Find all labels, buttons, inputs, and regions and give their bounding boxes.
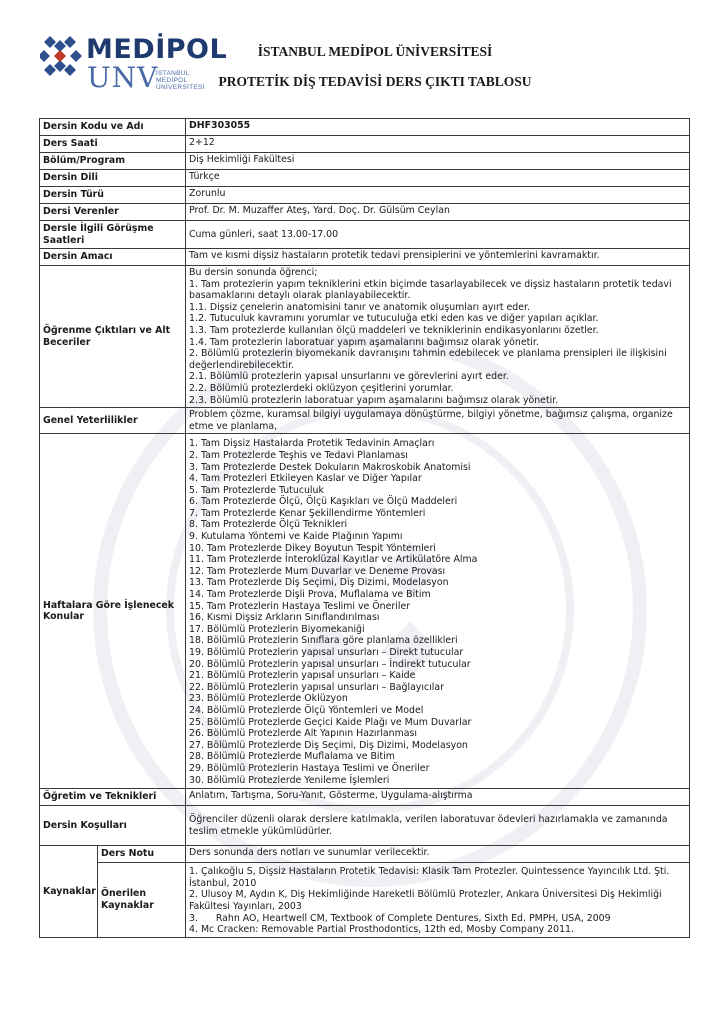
table-row: [40, 221, 690, 249]
topic-item: 29. Bölümlü Protezlerin Hastaya Teslimi ve Öneriler: [189, 762, 430, 774]
outcome-line: 2. Bölümlü protezlerin biyomekanik davranışını tahmin edebilecek ve planlama prensipleri ile ilişkisini değerlendirebilecektir.: [189, 348, 667, 371]
topic-item: 26. Bölümlü Protezlerde Alt Yapının Hazırlanması: [189, 728, 417, 740]
topic-item: 9. Kutulama Yöntemi ve Kaide Plağının Yapımı: [189, 531, 403, 543]
outcome-line: 2.1. Bölümlü protezlerin yapısal unsurlarını ve görevlerini ayırt eder.: [189, 371, 509, 383]
course-language: Türkçe: [186, 170, 690, 187]
table-row: [40, 863, 690, 938]
topic-item: 22. Bölümlü Protezlerin yapısal unsurları – Bağlayıcılar: [189, 681, 444, 693]
topic-item: 4. Tam Protezleri Etkileyen Kaslar ve Diğer Yapılar: [189, 473, 422, 485]
table-row: [40, 136, 690, 153]
table-row: [40, 204, 690, 221]
row-label: Dersi Verenler: [40, 204, 186, 221]
row-label: Kaynaklar: [40, 846, 98, 938]
topic-item: 3. Tam Protezlerde Destek Dokuların Makroskobik Anatomisi: [189, 461, 471, 473]
learning-outcomes: [186, 266, 690, 408]
row-label: Dersin Türü: [40, 187, 186, 204]
logo-wordmark: MEDİPOL: [86, 34, 228, 65]
table-row: [40, 249, 690, 266]
course-notes: Ders sonunda ders notları ve sunumlar verilecektir.: [186, 846, 690, 863]
topic-item: 21. Bölümlü Protezlerin yapısal unsurları – Kaide: [189, 670, 416, 682]
topic-item: 15. Tam Protezlerin Hastaya Teslimi ve Öneriler: [189, 600, 411, 612]
row-label: Ders Saati: [40, 136, 186, 153]
table-row: [40, 266, 690, 408]
row-sublabel: Ders Notu: [98, 846, 186, 863]
logo-unv: UNV: [87, 61, 159, 94]
table-row: [40, 119, 690, 136]
topic-item: 27. Bölümlü Protezlerde Diş Seçimi, Diş Dizimi, Modelasyon: [189, 739, 468, 751]
topic-item: 28. Bölümlü Protezlerde Muflalama ve Bitim: [189, 751, 395, 763]
outcome-line: 1.1. Dişsiz çenelerin anatomisini tanır ve anatomik oluşumları ayırt eder.: [189, 301, 530, 313]
topic-item: 30. Bölümlü Protezlerde Yenileme İşlemleri: [189, 774, 390, 786]
topic-item: 1. Tam Dişsiz Hastalarda Protetik Tedavinin Amaçları: [189, 438, 435, 450]
row-label: Genel Yeterlilikler: [40, 408, 186, 434]
row-label: Dersin Amacı: [40, 249, 186, 266]
topic-item: 2. Tam Protezlerde Teşhis ve Tedavi Planlaması: [189, 449, 408, 461]
course-instructors: Prof. Dr. M. Muzaffer Ateş, Yard. Doç. Dr. Gülsüm Ceylan: [186, 204, 690, 221]
course-aim: Tam ve kısmi dişsiz hastaların protetik tedavi prensiplerini ve yöntemlerini kavramaktır.: [186, 249, 690, 266]
row-sublabel: Önerilen Kaynaklar: [98, 863, 186, 938]
row-label: Bölüm/Program: [40, 153, 186, 170]
topic-item: 6. Tam Protezlerde Ölçü, Ölçü Kaşıkları ve Ölçü Maddeleri: [189, 496, 458, 508]
topic-item: 13. Tam Protezlerde Diş Seçimi, Diş Dizimi, Modelasyon: [189, 577, 449, 589]
topic-item: 11. Tam Protezlerde İnteroklüzal Kayıtlar ve Artikülatöre Alma: [189, 554, 478, 566]
recommended-resources: [186, 863, 690, 938]
topic-item: 17. Bölümlü Protezlerin Biyomekaniği: [189, 623, 365, 635]
resource-item: 1. Çalıkoğlu S, Dişsiz Hastaların Protetik Tedavisi: Klasik Tam Protezler. Quintessence Yayıncılık Ltd. Şti. İstanbul, 2010: [189, 866, 670, 889]
topic-item: 24. Bölümlü Protezlerde Ölçü Yöntemleri ve Model: [189, 704, 424, 716]
topic-item: 10. Tam Protezlerde Dikey Boyutun Tespit Yöntemleri: [189, 542, 436, 554]
course-hours: 2+12: [186, 136, 690, 153]
table-row: [40, 846, 690, 863]
row-label: Dersin Kodu ve Adı: [40, 119, 186, 136]
medipol-logo-icon: [40, 36, 82, 78]
row-label: Haftalara Göre İşlenecek Konular: [40, 434, 186, 789]
course-type: Zorunlu: [186, 187, 690, 204]
topic-item: 23. Bölümlü Protezlerde Oklüzyon: [189, 693, 348, 705]
table-row: [40, 170, 690, 187]
topic-item: 25. Bölümlü Protezlerde Geçici Kaide Plağı ve Mum Duvarlar: [189, 716, 472, 728]
course-program: Diş Hekimliği Fakültesi: [186, 153, 690, 170]
topic-item: 20. Bölümlü Protezlerin yapısal unsurları – İndirekt tutucular: [189, 658, 471, 670]
course-code: DHF303055: [186, 119, 690, 136]
teaching-methods: Anlatım, Tartışma, Soru-Yanıt, Gösterme, Uygulama-alıştırma: [186, 789, 690, 806]
outcome-line: 2.2. Bölümlü protezlerdeki oklüzyon çeşitlerini yorumlar.: [189, 382, 454, 394]
topic-item: 8. Tam Protezlerde Ölçü Teknikleri: [189, 519, 348, 531]
outcome-line: 1. Tam protezlerin yapım tekniklerini etkin biçimde tasarlayabilecek ve dişsiz hastaların protetik tedavi basamaklarını detaylı olarak planlayabilecektir.: [189, 278, 672, 302]
table-row: [40, 153, 690, 170]
topic-item: 19. Bölümlü Protezlerin yapısal unsurları – Direkt tutucular: [189, 647, 464, 658]
topic-item: 7. Tam Protezlerde Kenar Şekillendirme Yöntemleri: [189, 507, 426, 519]
table-row: [40, 806, 690, 846]
topics-list: [189, 438, 686, 786]
logo-subtext: İSTANBUL MEDİPOL ÜNİVERSİTESİ: [156, 70, 205, 91]
medipol-logo: [40, 34, 228, 94]
table-row: [40, 434, 690, 789]
document-title: İSTANBUL MEDİPOL ÜNİVERSİTESİ: [257, 44, 493, 59]
outcome-line: 1.4. Tam protezlerin laboratuar yapım aşamalarını bağımsız olarak yönetir.: [189, 336, 539, 348]
outcome-line: 1.2. Tutuculuk kavramını yorumlar ve tutuculuğa etki eden kas ve diğer yapıları açıklar.: [189, 313, 599, 325]
table-row: [40, 187, 690, 204]
outcome-line: 2.3. Bölümlü protezlerin laboratuar yapım aşamalarını bağımsız olarak yönetir.: [189, 394, 559, 406]
outcome-line: 1.3. Tam protezlerde kullanılan ölçü maddeleri ve tekniklerinin endikasyonlarını özetler.: [189, 324, 599, 336]
row-label: Dersin Dili: [40, 170, 186, 187]
document-subtitle: PROTETİK DİŞ TEDAVİSİ DERS ÇIKTI TABLOSU: [218, 74, 532, 89]
topic-item: 14. Tam Protezlerde Dişli Prova, Muflalama ve Bitim: [189, 589, 431, 601]
row-label: Dersle İlgili Görüşme Saatleri: [40, 221, 186, 249]
office-hours: Cuma günleri, saat 13.00-17.00: [186, 221, 690, 249]
row-label: Öğretim ve Teknikleri: [40, 789, 186, 806]
topic-item: 18. Bölümlü Protezlerin Sınıflara göre planlama özellikleri: [189, 635, 458, 647]
course-info-table: [39, 118, 690, 938]
outcome-line: Bu dersin sonunda öğrenci;: [189, 267, 318, 278]
course-conditions: Öğrenciler düzenli olarak derslere katılmakla, verilen laboratuvar ödevleri hazırlamakla ve zamanında teslim etmekle yükümlüdürler.: [186, 806, 690, 846]
table-row: [40, 408, 690, 434]
resource-item: 3. Rahn AO, Heartwell CM, Textbook of Complete Dentures, Sixth Ed. PMPH, USA, 2009: [189, 912, 611, 924]
resource-item: 2. Ulusoy M, Aydın K, Diş Hekimliğinde Hareketli Bölümlü Protezler, Ankara Üniversitesi Diş Hekimliği Fakültesi Yayınları, 2003: [189, 889, 662, 912]
general-competencies: Problem çözme, kuramsal bilgiyi uygulamaya dönüştürme, bilgiyi yönetme, bağımsız çalışma, organize etme ve planlama,: [186, 408, 690, 434]
row-label: Öğrenme Çıktıları ve Alt Beceriler: [40, 266, 186, 408]
topic-item: 12. Tam Protezlerde Mum Duvarlar ve Deneme Provası: [189, 565, 446, 577]
weekly-topics: [186, 434, 690, 789]
table-row: [40, 789, 690, 806]
topic-item: 5. Tam Protezlerde Tutuculuk: [189, 484, 324, 496]
resource-item: 4. Mc Cracken: Removable Partial Prosthodontics, 12th ed, Mosby Company 2011.: [189, 924, 575, 936]
topic-item: 16. Kısmi Dişsiz Arkların Sınıflandırılması: [189, 612, 380, 624]
row-label: Dersin Koşulları: [40, 806, 186, 846]
